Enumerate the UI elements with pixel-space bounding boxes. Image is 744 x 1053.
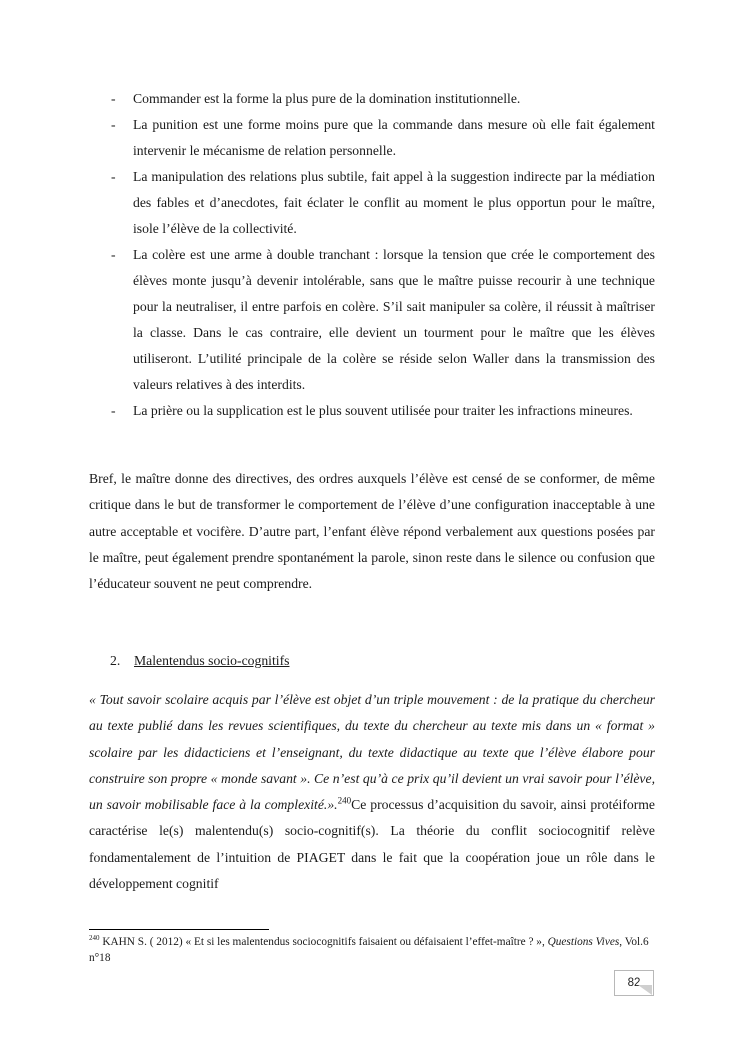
footnote-number: 240: [89, 934, 100, 943]
bullet-text: La manipulation des relations plus subtile, fait appel à la suggestion indirecte par la médiation des fables et d’anecdotes, fait éclater le conflit au moment le plus opportun pour le maître, isole l’élève de la collectivité.: [133, 169, 655, 236]
list-item: [89, 86, 655, 112]
bullet-dash: -: [111, 169, 116, 184]
footnote-text: KAHN S. ( 2012) « Et si les malentendus sociocognitifs faisaient ou défaisaient l’effet-maître ? »,: [102, 936, 545, 948]
footnote-divider: [89, 929, 269, 930]
footnote: [89, 934, 655, 966]
section-title: Malentendus socio-cognitifs: [134, 653, 290, 668]
bullet-dash: -: [111, 403, 116, 418]
footnote-volume: , Vol.6 n°18: [89, 936, 649, 964]
bullet-dash: -: [111, 117, 116, 132]
section-heading: [110, 651, 289, 671]
bullet-text: La punition est une forme moins pure que la commande dans mesure où elle fait également intervenir le mécanisme de relation personnelle.: [133, 117, 655, 158]
footnote-journal: Questions Vives: [547, 936, 620, 948]
list-item: [89, 242, 655, 398]
paragraph-quote: [89, 687, 655, 897]
paragraph-summary: Bref, le maître donne des directives, des ordres auxquels l’élève est censé de se conformer, de même critique dans le but de transformer le comportement de l’élève d’une configuration inacceptable à une autre acceptable et vocifère. D’autre part, l’enfant élève répond verbalement aux questions posées par le maître, peut également prendre spontanément la parole, sinon reste dans le silence ou confusion que l’éducateur souvent ne peut comprendre.: [89, 471, 655, 592]
page-corner-fold-icon: [638, 985, 652, 995]
list-item: [89, 112, 655, 164]
bullet-list: [89, 86, 655, 424]
paragraph-body: Ce processus d’acquisition du savoir, ainsi protéiforme caractérise le(s) malentendu(s) socio-cognitif(s). La théorie du conflit sociocognitif relève fondamentalement de l’intuition de PIAGET dans le fait que la coopération joue un rôle dans le développement cognitif: [89, 797, 655, 892]
bullet-dash: -: [111, 91, 116, 106]
quote-text: « Tout savoir scolaire acquis par l’élève est objet d’un triple mouvement : de la pratique du chercheur au texte publié dans les revues scientifiques, du texte du chercheur au texte mis dans un « format » scolaire par les didacticiens et l’enseignant, du texte didactique au texte que l’élève élabore pour construire son propre « monde savant ». Ce n’est qu’à ce prix qu’il devient un vrai savoir pour l’élève, un savoir mobilisable face à la complexité.».: [89, 692, 655, 813]
page-number: 82: [614, 970, 654, 996]
list-item: [89, 398, 655, 424]
bullet-text: Commander est la forme la plus pure de la domination institutionnelle.: [133, 91, 521, 106]
bullet-text: La prière ou la supplication est le plus souvent utilisée pour traiter les infractions mineures.: [133, 403, 633, 418]
bullet-dash: -: [111, 247, 116, 262]
bullet-text: La colère est une arme à double tranchant : lorsque la tension que crée le comportement des élèves monte jusqu’à devenir intolérable, sans que le maître puisse recourir à une technique pour la neutraliser, il entre parfois en colère. S’il sait manipuler sa colère, il réussit à maîtriser la classe. Dans le cas contraire, elle devient un tourment pour le maître que les élèves utiliseront. L’utilité principale de la colère se réside selon Waller dans la transmission des valeurs relatives à des interdits.: [133, 247, 655, 392]
footnote-reference[interactable]: 240: [337, 795, 352, 806]
section-number: 2.: [110, 653, 121, 668]
list-item: [89, 164, 655, 242]
